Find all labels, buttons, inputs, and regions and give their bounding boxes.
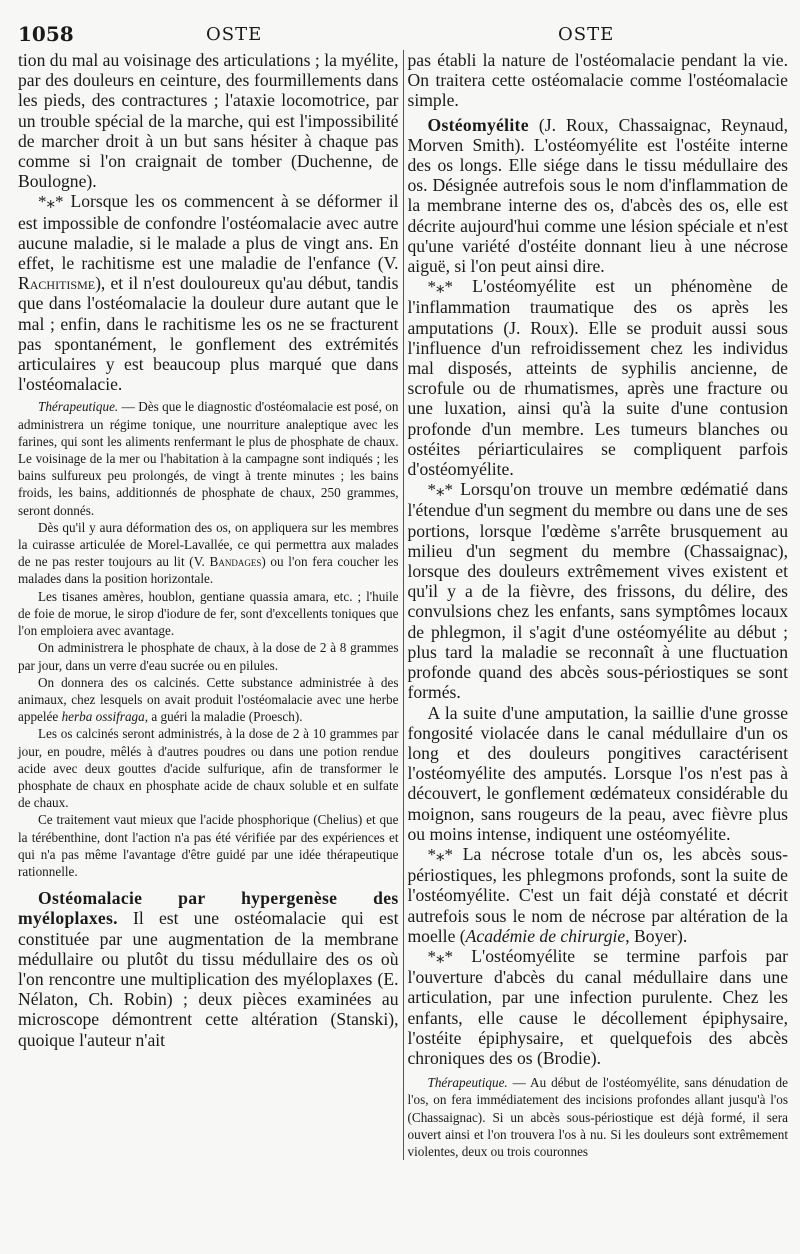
page-header [18,20,788,50]
section-label: Thérapeutique. [38,399,119,415]
paragraph: Les tisanes amères, houblon, gentiane quassia amara, etc. ; l'huile de foie de morue, le sirop d'iodure de fer, sont d'excellents toniques que l'on emploiera avec avantage. [18,588,399,639]
paragraph: *⁎* Lorsque les os commencent à se déformer il est impossible de confondre l'ostéomalacie avec autre aucune maladie, si le malade a plus de vingt ans. En effet, le rachitisme est une maladie de l'enfance (V. Rachitisme), et il n'est douloureux qu'au début, tandis que dans l'ostéomalacie la douleur dure autant que le mal ; enfin, dans le rachitisme les os ne se fracturent pas spontanément, le gonflement des extrémités articulaires y est beaucoup plus marqué que dans l'ostéomalacie. [18,191,399,395]
asterism: *⁎* [427,844,453,864]
left-column [18,50,399,1160]
asterism: *⁎* [427,480,453,500]
right-column [408,50,789,1160]
paragraph: On donnera des os calcinés. Cette substance administrée à des animaux, chez lesquels on avait produit l'ostéomalacie avec une herbe appelée herba ossifraga, a guéri la maladie (Proesch). [18,674,399,725]
text-columns [18,50,788,1160]
running-head-right: OSTE [558,24,615,45]
paragraph: *⁎* L'ostéomyélite se termine parfois par l'ouverture d'abcès du canal médullaire dans une articulation, par une infection purulente. Chez les enfants, elle cause le décollement épiphysaire, l'ostéite épiphysaire, et quelquefois des abcès chroniques des os (Brodie). [407,945,788,1068]
running-head-left: OSTE [206,24,263,45]
asterism: *⁎* [38,192,64,212]
asterism: *⁎* [427,946,453,966]
paragraph: Dès qu'il y aura déformation des os, on appliquera sur les membres la cuirasse articulée de Morel-Lavallée, ce qui permettra aux malades de ne pas rester toujours au lit (V. Bandages) ou l'on fera coucher les malades dans la position horizontale. [18,519,399,587]
asterism: *⁎* [427,277,453,297]
paragraph: *⁎* La nécrose totale d'un os, les abcès sous-périostiques, les phlegmons profonds, sont la suite de l'ostéomyélite. C'est un fait déjà constaté et décrit autrefois sous le nom de nécrose par altération de la moelle (Académie de chirurgie, Boyer). [407,843,788,946]
paragraph: On administrera le phosphate de chaux, à la dose de 2 à 8 grammes par jour, dans un verre d'eau sucrée ou en pilules. [18,640,399,673]
paragraph: Les os calcinés seront administrés, à la dose de 2 à 10 grammes par jour, en poudre, mêlés à d'autres poudres ou dans une potion rendue acide avec deux gouttes d'acide sulfurique, afin de transformer le phosphate de chaux en phosphate acide de chaux soluble et en sulfate de chaux. [18,726,399,811]
paragraph: Thérapeutique. — Dès que le diagnostic d'ostéomalacie est posé, on administrera un régime tonique, une nourriture analeptique avec les farines, qui sont les aliments renfermant le plus de phosphate de chaux. Le voisinage de la mer ou l'habitation à la campagne sont indiqués ; les bains sulfureux peu prolongés, de vingt à trente minutes ; les bains froids, les bains, additionnés de phosphate de chaux, 250 grammes, seront donnés. [18,399,399,518]
paragraph: Thérapeutique. — Au début de l'ostéomyélite, sans dénudation de l'os, on fera immédiatement des incisions profondes allant jusqu'à l'os (Chassaignac). Si un abcès sous-périostique est déjà formé, il sera ouvert ainsi et l'on trouvera l'os à nu. Si les douleurs sont extrêmement violentes, deux ou trois couronnes [407,1075,788,1159]
paragraph: tion du mal au voisinage des articulations ; la myélite, par des douleurs en ceinture, des fourmillements dans les pieds, des contractures ; l'ataxie locomotrice, par un trouble spécial de la marche, qui est l'impossibilité de marcher droit à un but sans hésiter à chaque pas comme si l'on craignait de tomber (Duchenne, de Boulogne). [18,50,399,192]
paragraph: pas établi la nature de l'ostéomalacie pendant la vie. On traitera cette ostéomalacie comme l'ostéomalacie simple. [407,50,788,111]
column-divider [403,50,404,1160]
section-label: Thérapeutique. [427,1075,508,1091]
paragraph: Ostéomalacie par hypergenèse des myéloplaxes. Il est une ostéomalacie qui est constituée par une augmentation de la membrane médullaire ou plutôt du tissu médullaire des os où l'on rencontre une multiplication des myéloplaxes (E. Nélaton, Ch. Robin) ; deux pièces examinées au microscope démontrent cette altération (Stanski), quoique l'auteur n'ait [18,888,399,1050]
paragraph: *⁎* Lorsqu'on trouve un membre œdématié dans l'étendue d'un segment du membre ou dans une de ses portions, lorsque l'œdème s'arrête brusquement au milieu d'un segment du membre (Chassaignac), lorsque des douleurs extrêmement vives existent et qu'il y a de la fièvre, des frissons, du délire, des convulsions chez les enfants, sans symptômes locaux de phlegmon, il s'agit d'une ostéomyélite au début ; plus tard la maladie se reconnaît à une fluctuation profonde quand des abcès sous-périostiques se sont formés. [407,479,788,703]
page-number: 1058 [18,22,74,46]
paragraph: Ostéomyélite (J. Roux, Chassaignac, Reynaud, Morven Smith). L'ostéomyélite est l'ostéite interne des os longs. Elle siége dans le tissu médullaire des os. Désignée autrefois sous le nom d'inflammation de la membrane interne des os, d'abcès des os, elle est décrite aujourd'hui comme une lésion spéciale et n'est qu'une variété d'ostéite donnant lieu à une nécrose aiguë, si l'on peut ainsi dire. [407,114,788,277]
entry-heading: Ostéomalacie par hypergenèse des myéloplaxes. [18,888,399,929]
entry-heading: Ostéomyélite [427,114,529,135]
paragraph: Ce traitement vaut mieux que l'acide phosphorique (Chelius) et que la térébenthine, dont l'action n'a pas été vérifiée par des expériences et qui n'a pas même l'avantage d'être guidé par une idée thérapeutique rationnelle. [18,812,399,879]
paragraph: A la suite d'une amputation, la saillie d'une grosse fongosité violacée dans le canal médullaire d'un os long et des douleurs pongitives caractérisent l'ostéomyélite des amputés. Lorsque l'os n'est pas à découvert, le gonflement œdémateux considérable du moignon, sans rougeurs de la peau, avec fièvre plus ou moins intense, indiquent une ostéomyélite. [407,702,788,844]
paragraph: *⁎* L'ostéomyélite est un phénomène de l'inflammation traumatique des os après les amputations (J. Roux). Elle se produit aussi sous l'influence d'un refroidissement chez les individus mal disposés, atteints de syphilis ancienne, de scrofule ou de rhumatismes, après une fracture ou une luxation, ainsi qu'à la suite d'une contusion profonde d'un membre. Les tumeurs blanches ou ostéites périarticulaires se compliquent parfois d'ostéomyélite. [407,276,788,480]
